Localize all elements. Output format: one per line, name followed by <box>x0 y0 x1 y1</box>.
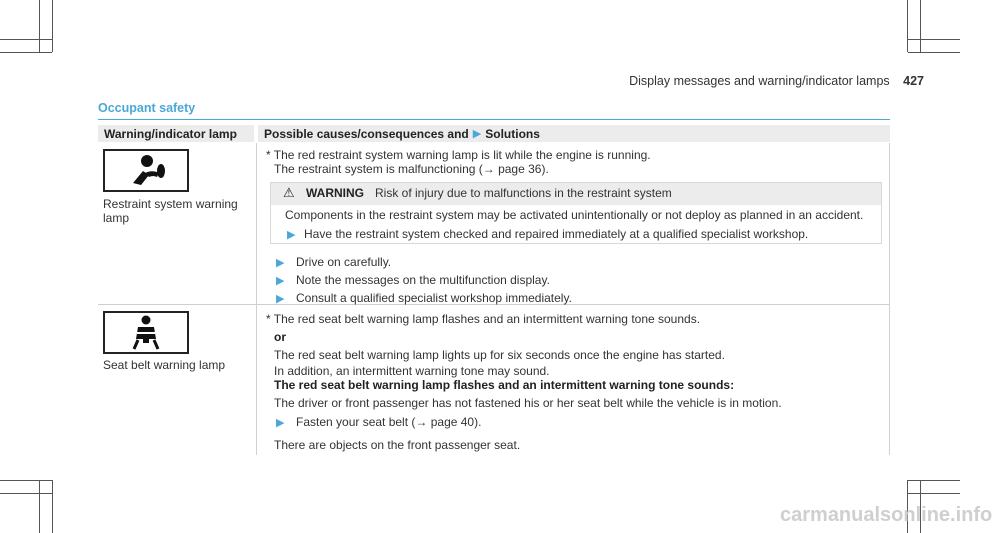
crop-mark <box>0 480 52 481</box>
watermark: carmanualsonline.info <box>780 504 992 526</box>
seatbelt-or: or <box>274 330 286 344</box>
header-title: Display messages and warning/indicator lamps <box>629 74 890 88</box>
airbag-person-icon <box>105 151 187 190</box>
seat-belt-icon <box>105 313 187 352</box>
play-arrow-icon: ▶ <box>276 275 285 287</box>
table-edge-right <box>889 143 890 455</box>
play-arrow-icon: ▶ <box>276 257 285 269</box>
seatbelt-line-3: In addition, an intermittent warning tone may sound. <box>274 364 550 378</box>
restraint-step-2: Note the messages on the multifunction display. <box>296 273 550 287</box>
seatbelt-line-1: * The red seat belt warning lamp flashes and an intermittent warning tone sounds. <box>266 312 701 326</box>
crop-mark <box>52 480 53 533</box>
restraint-lamp-label-2: lamp <box>103 211 130 225</box>
warning-text: Risk of injury due to malfunctions in the restraint system <box>375 186 672 200</box>
restraint-lamp-label: Restraint system warning <box>103 197 238 211</box>
play-arrow-icon: ▶ <box>287 229 296 241</box>
col-header-lamp <box>98 125 254 142</box>
warning-body: Components in the restraint system may be activated unintentionally or not deploy as planned in an accident. <box>285 208 864 222</box>
page-number: 427 <box>903 74 924 88</box>
col-header-causes <box>258 125 890 142</box>
running-header <box>629 74 924 88</box>
col-header-solutions-label: Solutions <box>485 126 540 141</box>
play-arrow-icon: ▶ <box>276 293 285 305</box>
crop-mark <box>907 0 908 52</box>
crop-mark <box>908 480 960 481</box>
seatbelt-lamp-box <box>103 311 189 354</box>
crop-mark <box>908 39 960 40</box>
restraint-lamp-box <box>103 149 189 192</box>
warning-title: WARNING <box>306 186 364 200</box>
section-title: Occupant safety <box>98 101 196 115</box>
restraint-step-1: Drive on carefully. <box>296 255 392 269</box>
seatbelt-lamp-label: Seat belt warning lamp <box>103 358 226 372</box>
seatbelt-step: Fasten your seat belt (→ page 40). <box>296 415 482 429</box>
column-divider <box>256 143 257 455</box>
crop-mark <box>0 52 52 53</box>
seatbelt-line-4: The red seat belt warning lamp flashes and an intermittent warning tone sounds: <box>274 378 735 392</box>
seatbelt-line-2: The red seat belt warning lamp lights up for six seconds once the engine has started. <box>274 348 725 362</box>
crop-mark <box>908 52 960 53</box>
crop-mark <box>39 0 40 52</box>
restraint-step-3: Consult a qualified specialist workshop immediately. <box>296 291 572 305</box>
crop-mark <box>52 0 53 52</box>
seatbelt-line-5: The driver or front passenger has not fastened his or her seat belt while the vehicle is in motion. <box>274 396 782 410</box>
section-rule <box>98 119 890 120</box>
play-arrow-icon: ▶ <box>472 128 482 140</box>
col-header-causes-label: Possible causes/consequences and <box>264 126 469 141</box>
restraint-cause-2: The restraint system is malfunctioning (→ page 36). <box>274 162 549 176</box>
seatbelt-line-6: There are objects on the front passenger seat. <box>274 438 521 452</box>
warning-step: Have the restraint system checked and repaired immediately at a qualified specialist workshop. <box>304 227 809 241</box>
crop-mark <box>920 0 921 52</box>
restraint-cause-1: * The red restraint system warning lamp is lit while the engine is running. <box>266 148 651 162</box>
crop-mark <box>39 480 40 533</box>
crop-mark <box>0 493 52 494</box>
warning-triangle-icon: ⚠ <box>283 185 295 200</box>
crop-mark <box>0 39 52 40</box>
crop-mark <box>908 493 960 494</box>
play-arrow-icon: ▶ <box>276 417 285 429</box>
col-header-lamp-label: Warning/indicator lamp <box>104 126 237 141</box>
